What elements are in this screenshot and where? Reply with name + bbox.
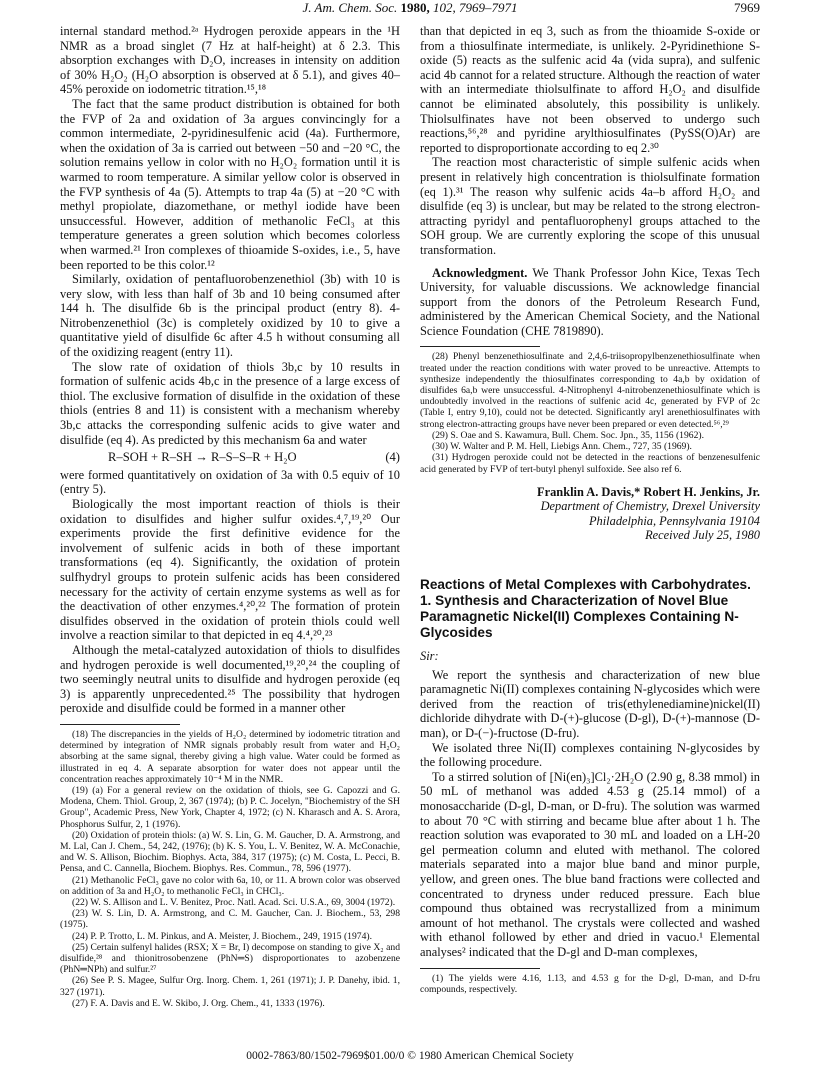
article-title: Reactions of Metal Complexes with Carbohydrates. 1. Synthesis and Characterization of Novel Blue Paramagnetic Nickel(II) Complexes Containing N-Glycosides [420,577,751,641]
paragraph: We report the synthesis and characterization of new blue paramagnetic Ni(II) complexes containing N-glycosides which were derived from the reaction of tris(ethylenediamine)nickel(II) dichloride dihydrate with D-(+)-glucose (D-gl), D-(+)-mannose (D-man), or D-(−)-fructose (D-fru). [420,667,760,741]
footnote: (24) P. P. Trotto, L. M. Pinkus, and A. Meister, J. Biochem., 249, 1915 (1974). [72,930,372,942]
footnote-rule [60,724,180,725]
journal-citation [60,0,760,16]
acknowledgment-text: We Thank Professor John Kice, Texas Tech University, for valuable discussions. We acknowledge financial support from the donors of the Petroleum Research Fund, administered by the American Chemical Society, and the National Science Foundation (CHE 7819890). [420,265,761,338]
salutation: Sir: [420,649,439,664]
page-number: 7969 [734,0,760,15]
paragraph: The slow rate of oxidation of thiols 3b,c by 10 results in formation of sulfenic acids 4b,c in the presence of a large excess of thiol. The exclusive formation of disulfide in the oxidation of these thiols (entries 8 and 11) is consistent with a mechanism whereby 3b,c attacks the corresponding sulfenic acids to give water and disulfide (eq 4). As predicted by this mechanism 6a and water [60,359,400,447]
footnote: (28) Phenyl benzenethiosulfinate and 2,4,6-triisopropylbenzenethiosulfinate when treated under the reaction conditions with water proved to be unreactive. Attempts to synthesize independently the thiosulfinates corresponding to 4a,b by oxidation of disulfides 6a,b were unsuccessful. 4-Nitrophenyl 4-nitrobenzenethiosulfinate which is undoubtedly involved in the reactions of sulfenic acid 4c, generated by FVP of 2c (Table I, entry 9,10), could not be detected. Significantly aryl arenethiosulfinates with strong electron-attracting groups have never been prepared or even detected.⁵⁶,²⁹ [420,351,760,430]
footnote: (22) W. S. Allison and L. V. Benitez, Proc. Natl. Acad. Sci. U.S.A., 69, 3004 (1972). [72,896,396,908]
paragraph: than that depicted in eq 3, such as from the thioamide S-oxide or from a thiosulfinate intermediate, is unlikely. 2-Pyridinethione S-oxide (5) reacts as the sulfenic acid 4a (vida supra), and sulfenic acid 4b cannot for a related structure. Although the reaction of water with an intermediate thiolsulfinate to afford H₂O₂ and disulfide cannot be eliminated absolutely, this possibility is unlikely. Thiolsulfinates have not been observed to undergo such reactions,⁵⁶,²⁸ and pyridine arylthiosulfinates (PySS(O)Ar) are reported to disproportionate according to eq 2.³⁰ [420,24,760,155]
running-header [60,0,760,16]
received-date: Received July 25, 1980 [645,528,760,543]
footnote: (19) (a) For a general review on the oxidation of thiols, see G. Capozzi and G. Modena, Chem. Thiol. Group, 2, 367 (1974); (b) P. C. Jocelyn, "Biochemistry of the SH Group", Academic Press, New York, Chapter 4, 1972; (c) N. Kharasch and A. S. Arora, Phosphorus Sulfur, 2, 1 (1976). [60,784,400,830]
journal-volume: 102, [432,0,456,15]
footnote: (25) Certain sulfenyl halides (RSX; X = Br, I) decompose on standing to give X₂ and disulfide,²⁸ and thionitrosobenzene (PhN═S) disproportionates to azobenzene (PhN═NPh) and sulfur.²⁷ [60,941,400,976]
right-column [420,24,760,995]
equation-text: R–SOH + R–SH → R–S–S–R + H₂O [108,450,297,465]
equation-number: (4) [385,450,400,465]
footnote: (27) F. A. Davis and E. W. Skibo, J. Org. Chem., 41, 1333 (1976). [72,997,325,1009]
footnote-rule [420,968,540,969]
author-names: Franklin A. Davis,* Robert H. Jenkins, Jr. [537,484,760,499]
paragraph: Although the metal-catalyzed autoxidation of thiols to disulfides and hydrogen peroxide is well documented,¹⁹,²⁰,²⁴ the coupling of two seemingly neutral units to disulfide and hydrogen peroxide (eq 3) is apparently unprecedented.²⁵ The possibility that hydrogen peroxide and disulfide could be formed in a manner other [60,642,400,716]
footnote: (30) W. Walter and P. M. Hell, Liebigs Ann. Chem., 727, 35 (1969). [432,441,692,453]
paragraph: Similarly, oxidation of pentafluorobenzenethiol (3b) with 10 is very slow, with less than half of 3b and 10 being consumed after 144 h. The disulfide 6b is the principal product (entry 8). 4-Nitrobenzenethiol (3c) is completely oxidized by 10 to give a quantitative yield of disulfide 6c after 4.5 h without consuming all of the oxidizing reagent (entry 11). [60,272,400,360]
paragraph: The fact that the same product distribution is obtained for both the FVP of 2a and oxidation of 3a argues convincingly for a common intermediate, 2-pyridinesulfenic acid (4a). Furthermore, when the oxidation of 3a is carried out between −50 and −20 °C, the solution remains yellow in color with no H₂O₂ formation until it is warmed to room temperature. A similar yellow color is observed in the FVP synthesis of 4a (5). Attempts to trap 4a (5) at −20 °C with methyl propiolate, diazomethane, or methyl iodide have been unsuccessful. However, addition of methanolic FeCl₃ at this temperature generates a green solution which becomes colorless when warmed.²¹ Iron complexes of thioamide S-oxides, i.e., 5, have been reported to be this color.¹² [60,96,400,272]
left-column [60,24,400,1009]
author-signature [420,485,760,543]
footnote: (21) Methanolic FeCl₃ gave no color with 6a, 10, or 11. A brown color was observed on addition of 3a and H₂O₂ to methanolic FeCl₃ in CHCl₃. [60,874,400,897]
acknowledgment [420,266,760,339]
paragraph: We isolated three Ni(II) complexes containing N-glycosides by the following procedure. [420,740,760,770]
paragraph: To a stirred solution of [Ni(en)₃]Cl₂·2H₂O (2.90 g, 8.38 mmol) in 50 mL of methanol was added 4.53 g (25.14 mmol) of a monosaccharide (D-gl, D-man, or D-fru). The solution was warmed to about 70 °C with stirring and became blue after about 1 h. The reaction solution was evaporated to 30 mL and loaded on a LH-20 gel permeation column and eluted with methanol. The colored materials separated into a major blue band and minor purple, yellow, and green ones. The blue band fractions were collected and concentrated to dryness under reduced pressure. Each blue compound thus obtained was recrystallized from a minimum amount of hot methanol. The crystals were collected and washed with ethanol followed by ether and dried in vacuo.¹ Elemental analyses² indicated that the D-gl and D-man complexes, [420,769,760,959]
paragraph: Biologically the most important reaction of thiols is their oxidation to disulfides and higher sulfur oxides.⁴,⁷,¹⁹,²⁰ Our experiments provide the first definitive evidence for the involvement of sulfenic acids in both of these important transformations (eq 4). Significantly, the oxidation of protein sulfhydryl groups to protein sulfenic acids has been considered necessary for the activity of certain enzyme systems as well as for the deactivation of other enzymes.⁴,²⁰,²² The formation of protein disulfides observed in the oxidation of protein thiols could well involve a reaction similar to that depicted in eq 4.⁴,²⁰,²³ [60,497,400,643]
footnote: (1) The yields were 4.16, 1.13, and 4.53 g for the D-gl, D-man, and D-fru compounds, respectively. [420,972,760,995]
equation-4 [108,450,400,465]
footnote: (18) The discrepancies in the yields of H₂O₂ determined by iodometric titration and determined by integration of NMR signals probably result from water and H₂O₂ absorbing at the same signal, thereby giving a high value. Water could be formed as illustrated in eq 4. A separate absorption for water does not appear until the concentration reaches approximately 10⁻⁴ M in the NMR. [60,728,400,785]
journal-year: 1980, [400,0,430,15]
author-department: Department of Chemistry, Drexel University [540,499,760,514]
paragraph: internal standard method.²ᵃ Hydrogen peroxide appears in the ¹H NMR as a broad singlet (7 Hz at half-height) at δ 2.3. This absorption exchanges with D₂O, increases in intensity on addition of 30% H₂O₂ (H₂O absorption is observed at δ 5.1), and gives 40–45% peroxide on iodometric titration.¹⁵,¹⁸ [60,24,400,97]
footnote-rule [420,346,540,347]
journal-name: J. Am. Chem. Soc. [302,0,398,15]
footnote: (31) Hydrogen peroxide could not be detected in the reactions of benzenesulfenic acid generated by FVP of tert-butyl phenyl sulfoxide. See also ref 6. [420,452,760,475]
author-city: Philadelphia, Pennsylvania 19104 [588,513,760,528]
acknowledgment-label: Acknowledgment. [432,265,528,280]
page-footer: 0002-7863/80/1502-7969$01.00/0 © 1980 American Chemical Society [246,1050,574,1062]
footnote: (29) S. Oae and S. Kawamura, Bull. Chem. Soc. Jpn., 35, 1156 (1962). [432,429,704,441]
footnote: (23) W. S. Lin, D. A. Armstrong, and C. M. Gaucher, Can. J. Biochem., 53, 298 (1975). [60,908,400,931]
footnote: (20) Oxidation of protein thiols: (a) W. S. Lin, G. M. Gaucher, D. A. Armstrong, and M. Lal, Can J. Chem., 54, 242, (1976); (b) K. S. You, L. V. Benitez, W. A. McConachie, and W. S. Allison, Biochim. Biophys. Acta, 384, 317 (1975); (c) M. Costa, L. Pecci, B. Pensa, and C. Cannella, Biochem. Biophys. Res. Commun., 78, 596 (1977). [60,829,400,875]
paragraph: The reaction most characteristic of simple sulfenic acids when present in relatively high concentration is thiolsulfinate formation (eq 1).³¹ The reason why sulfenic acids 4a–b afford H₂O₂ and disulfide (eq 3) is unclear, but may be related to the strong electron-attracting pyridyl and pentafluorophenyl groups attached to the SOH group. We are currently exploring the scope of this unusual transformation. [420,155,760,257]
paragraph: were formed quantitatively on oxidation of 3a with 0.5 equiv of 10 (entry 5). [60,467,400,497]
footnote: (26) See P. S. Magee, Sulfur Org. Inorg. Chem. 1, 261 (1971); J. P. Danehy, ibid. 1, 327 (1971). [60,975,400,998]
journal-pages: 7969–7971 [458,0,518,15]
